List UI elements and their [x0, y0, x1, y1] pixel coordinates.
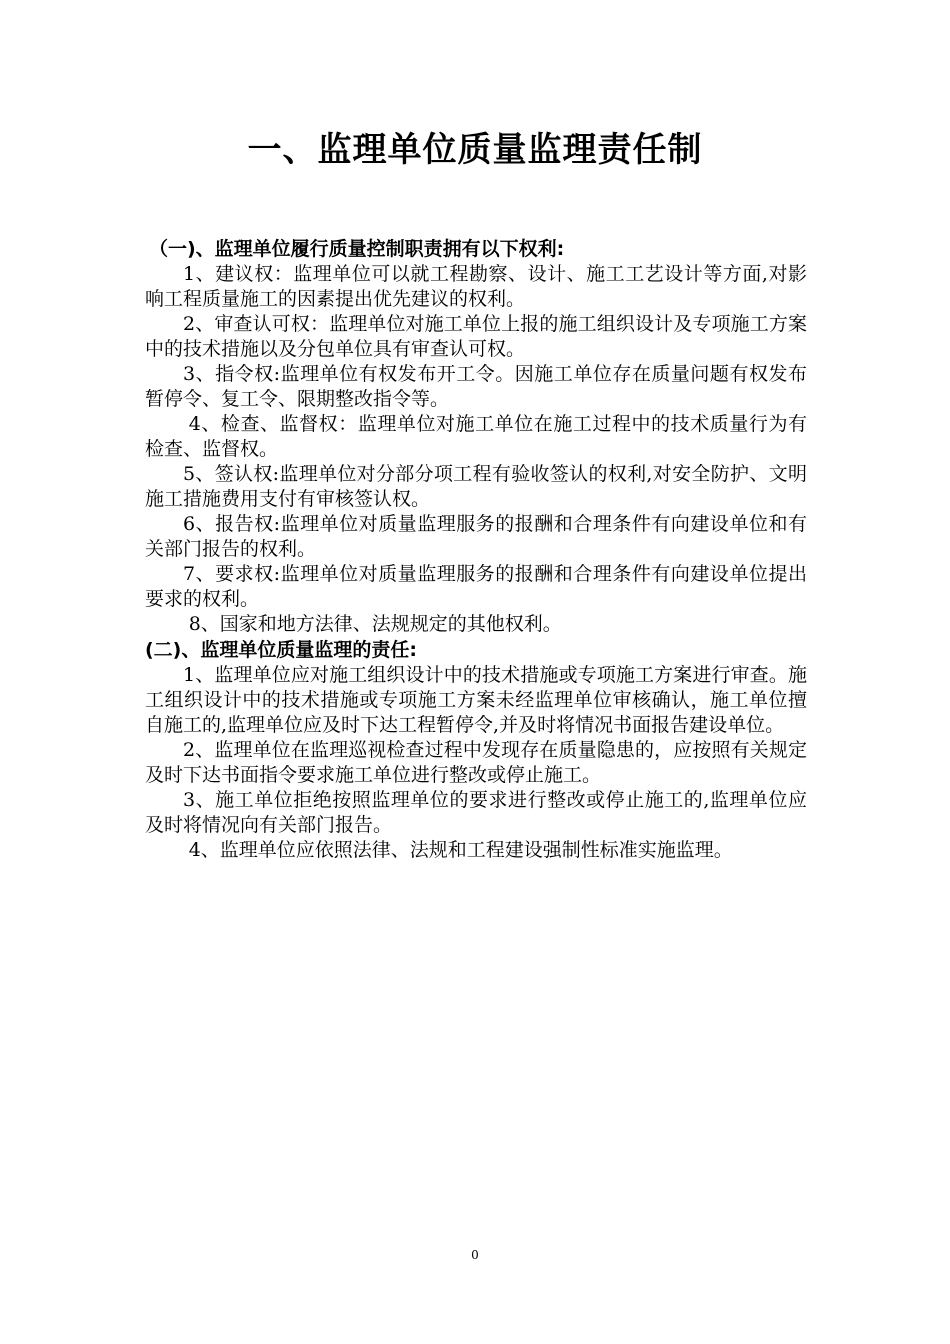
responsibility-item-4: 4、监理单位应依照法律、法规和工程建设强制性标准实施监理。: [188, 839, 733, 861]
section-heading-rights: （一)、监理单位履行质量控制职责拥有以下权利:: [149, 238, 565, 260]
document-body: [145, 236, 807, 863]
responsibility-item-3: 3、施工单位拒绝按照监理单位的要求进行整改或停止施工的,监理单位应及时将情况向有关部门报告。: [145, 789, 807, 836]
rights-item-4: 4、检查、监督权：监理单位对施工单位在施工过程中的技术质量行为有检查、监督权。: [145, 413, 807, 460]
rights-item-1: 1、建议权：监理单位可以就工程勘察、设计、施工工艺设计等方面,对影响工程质量施工的因素提出优先建议的权利。: [145, 263, 807, 310]
rights-item-8: 8、国家和地方法律、法规规定的其他权利。: [188, 613, 562, 635]
page-number: 0: [471, 1248, 479, 1262]
responsibility-item-1: 1、监理单位应对施工组织设计中的技术措施或专项施工方案进行审查。施工组织设计中的技术措施或专项施工方案未经监理单位审核确认，施工单位擅自施工的,监理单位应及时下达工程暂停令,并及时将情况书面报告建设单位。: [145, 664, 807, 736]
rights-item-3: 3、指令权:监理单位有权发布开工令。因施工单位存在质量问题有权发布暂停令、复工令、限期整改指令等。: [145, 363, 807, 410]
responsibility-item-2: 2、监理单位在监理巡视检查过程中发现存在质量隐患的，应按照有关规定及时下达书面指令要求施工单位进行整改或停止施工。: [145, 739, 807, 786]
rights-item-7: 7、要求权:监理单位对质量监理服务的报酬和合理条件有向建设单位提出要求的权利。: [145, 563, 807, 610]
document-title: 一、监理单位质量监理责任制: [247, 130, 703, 170]
rights-item-2: 2、审查认可权：监理单位对施工单位上报的施工组织设计及专项施工方案中的技术措施以及分包单位具有审查认可权。: [145, 313, 807, 360]
rights-item-6: 6、报告权:监理单位对质量监理服务的报酬和合理条件有向建设单位和有关部门报告的权利。: [145, 513, 807, 560]
section-heading-responsibilities: (二)、监理单位质量监理的责任:: [145, 639, 417, 661]
rights-item-5: 5、签认权:监理单位对分部分项工程有验收签认的权利,对安全防护、文明施工措施费用支付有审核签认权。: [145, 463, 807, 510]
